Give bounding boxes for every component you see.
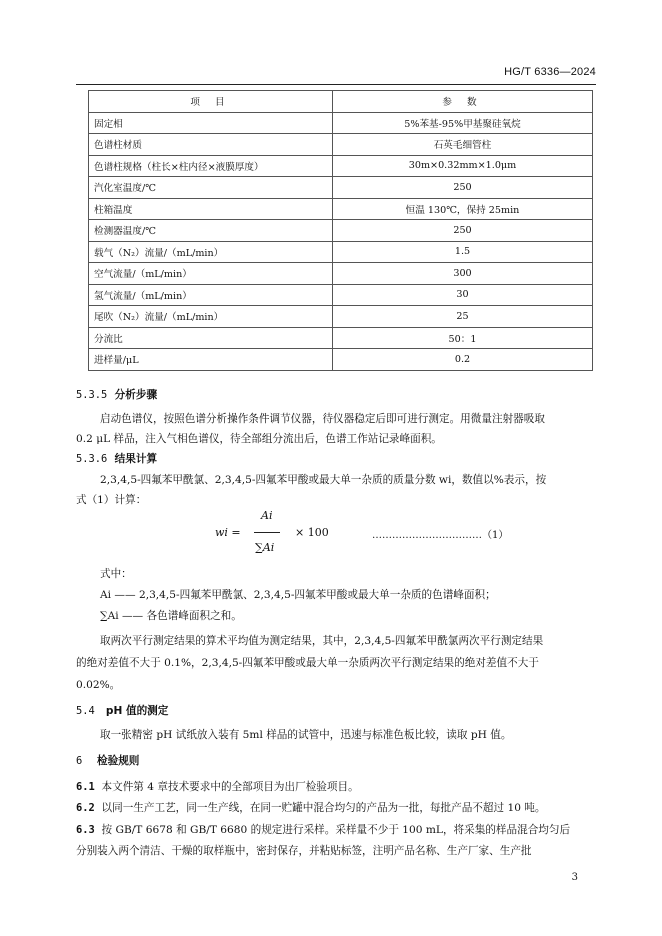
formula-denominator: ∑Ai — [255, 541, 275, 554]
table-cell-value: 0.2 — [333, 349, 593, 371]
table-row — [89, 263, 593, 285]
table-row — [89, 349, 593, 371]
table-cell-value: 30 — [333, 284, 593, 306]
table-cell-item: 空气流量/（mL/min） — [89, 263, 333, 285]
clause-number: 6.3 — [76, 824, 95, 836]
paragraph-line: 取两次平行测定结果的算术平均值为测定结果，其中，2,3,4,5-四氟苯甲酰氯两次平行测定结果 — [100, 635, 544, 647]
clause-6-2 — [76, 800, 546, 815]
formula-numerator: Ai — [261, 509, 273, 522]
table-cell-value: 1.5 — [333, 241, 593, 263]
table-row — [89, 327, 593, 349]
table-cell-value: 50：1 — [333, 327, 593, 349]
table-cell-value: 250 — [333, 220, 593, 242]
where-label: 式中： — [100, 568, 132, 580]
section-5-4-heading — [76, 703, 168, 718]
paragraph-line: 式（1）计算： — [76, 494, 147, 506]
table-row — [89, 220, 593, 242]
table-header-row — [89, 91, 593, 113]
definition-line: Ai —— 2,3,4,5-四氟苯甲酰氯、2,3,4,5-四氟苯甲酸或最大单一杂质的色谱峰面积； — [100, 589, 496, 601]
section-number: 5.4 — [76, 705, 95, 717]
formula-lhs: wi = — [215, 526, 241, 539]
table-row — [89, 284, 593, 306]
paragraph-line: 分别装入两个清洁、干燥的取样瓶中，密封保存，并粘贴标签，注明产品名称、生产厂家、生产批 — [76, 845, 532, 857]
table-cell-item: 氢气流量/（mL/min） — [89, 284, 333, 306]
clause-text: 以同一生产工艺，同一生产线，在同一贮罐中混合均匀的产品为一批，每批产品不超过 10 吨。 — [101, 802, 546, 814]
table-row — [89, 112, 593, 134]
parameter-table — [88, 90, 593, 371]
section-5-3-5-heading — [76, 387, 157, 402]
table-header-item: 项 目 — [89, 91, 333, 113]
formula-multiplier: × 100 — [295, 526, 329, 539]
table-cell-value: 恒温 130℃，保持 25min — [333, 198, 593, 220]
section-title: 结果计算 — [114, 453, 158, 465]
table-cell-value: 250 — [333, 177, 593, 199]
table-cell-item: 尾吹（N₂）流量/（mL/min） — [89, 306, 333, 328]
paragraph-line: 启动色谱仪，按照色谱分析操作条件调节仪器，待仪器稳定后即可进行测定。用微量注射器吸取 — [100, 413, 545, 425]
table-cell-item: 柱箱温度 — [89, 198, 333, 220]
table-cell-value: 25 — [333, 306, 593, 328]
table-cell-item: 载气（N₂）流量/（mL/min） — [89, 241, 333, 263]
paragraph-line: 的绝对差值不大于 0.1%，2,3,4,5-四氟苯甲酸或最大单一杂质两次平行测定结果的绝对差值不大于 — [76, 657, 539, 669]
clause-number: 6.2 — [76, 802, 95, 814]
table-cell-item: 色谱柱规格（柱长×柱内径×液膜厚度） — [89, 155, 333, 177]
table-cell-item: 色谱柱材质 — [89, 134, 333, 156]
table-cell-item: 汽化室温度/℃ — [89, 177, 333, 199]
table-row — [89, 306, 593, 328]
clause-6-1 — [76, 779, 359, 794]
table-row — [89, 241, 593, 263]
section-title: 分析步骤 — [114, 389, 158, 401]
section-title: pH 值的测定 — [105, 705, 169, 717]
table-row — [89, 198, 593, 220]
standard-code: HG/T 6336—2024 — [504, 66, 596, 78]
clause-text: 按 GB/T 6678 和 GB/T 6680 的规定进行采样。采样量不少于 100 mL，将采集的样品混合均匀后 — [101, 824, 571, 836]
paragraph-line: 0.02%。 — [76, 679, 121, 691]
table-cell-value: 石英毛细管柱 — [333, 134, 593, 156]
clause-text: 本文件第 4 章技术要求中的全部项目为出厂检验项目。 — [101, 781, 359, 793]
section-number: 5.3.6 — [76, 453, 108, 465]
clause-number: 6.1 — [76, 781, 95, 793]
section-6-heading — [76, 753, 139, 768]
paragraph-line: 0.2 μL 样品，注入气相色谱仪，待全部组分流出后，色谱工作站记录峰面积。 — [76, 433, 442, 445]
table-cell-item: 分流比 — [89, 327, 333, 349]
section-number: 6 — [76, 755, 83, 767]
paragraph-line: 取一张精密 pH 试纸放入装有 5ml 样品的试管中，迅速与标准色板比较，读取 pH 值。 — [100, 729, 512, 741]
table-cell-item: 固定相 — [89, 112, 333, 134]
clause-6-3 — [76, 822, 570, 837]
table-cell-value: 5%苯基-95%甲基聚硅氧烷 — [333, 112, 593, 134]
table-cell-item: 检测器温度/℃ — [89, 220, 333, 242]
section-title: 检验规则 — [97, 755, 140, 767]
table-row — [89, 155, 593, 177]
definition-line: ∑Ai —— 各色谱峰面积之和。 — [100, 610, 242, 622]
table-cell-value: 30m×0.32mm×1.0μm — [333, 155, 593, 177]
page-number: 3 — [571, 872, 578, 883]
header-rule — [76, 84, 596, 85]
paragraph-line: 2,3,4,5-四氟苯甲酰氯、2,3,4,5-四氟苯甲酸或最大单一杂质的质量分数 wi，数值以%表示，按 — [100, 474, 547, 486]
table-row — [89, 177, 593, 199]
section-5-3-6-heading — [76, 451, 157, 466]
table-header-param: 参 数 — [333, 91, 593, 113]
table-row — [89, 134, 593, 156]
fraction-bar — [254, 532, 280, 533]
table-cell-value: 300 — [333, 263, 593, 285]
formula-reference: ……………………………（1） — [372, 530, 509, 541]
table-cell-item: 进样量/μL — [89, 349, 333, 371]
section-number: 5.3.5 — [76, 389, 108, 401]
